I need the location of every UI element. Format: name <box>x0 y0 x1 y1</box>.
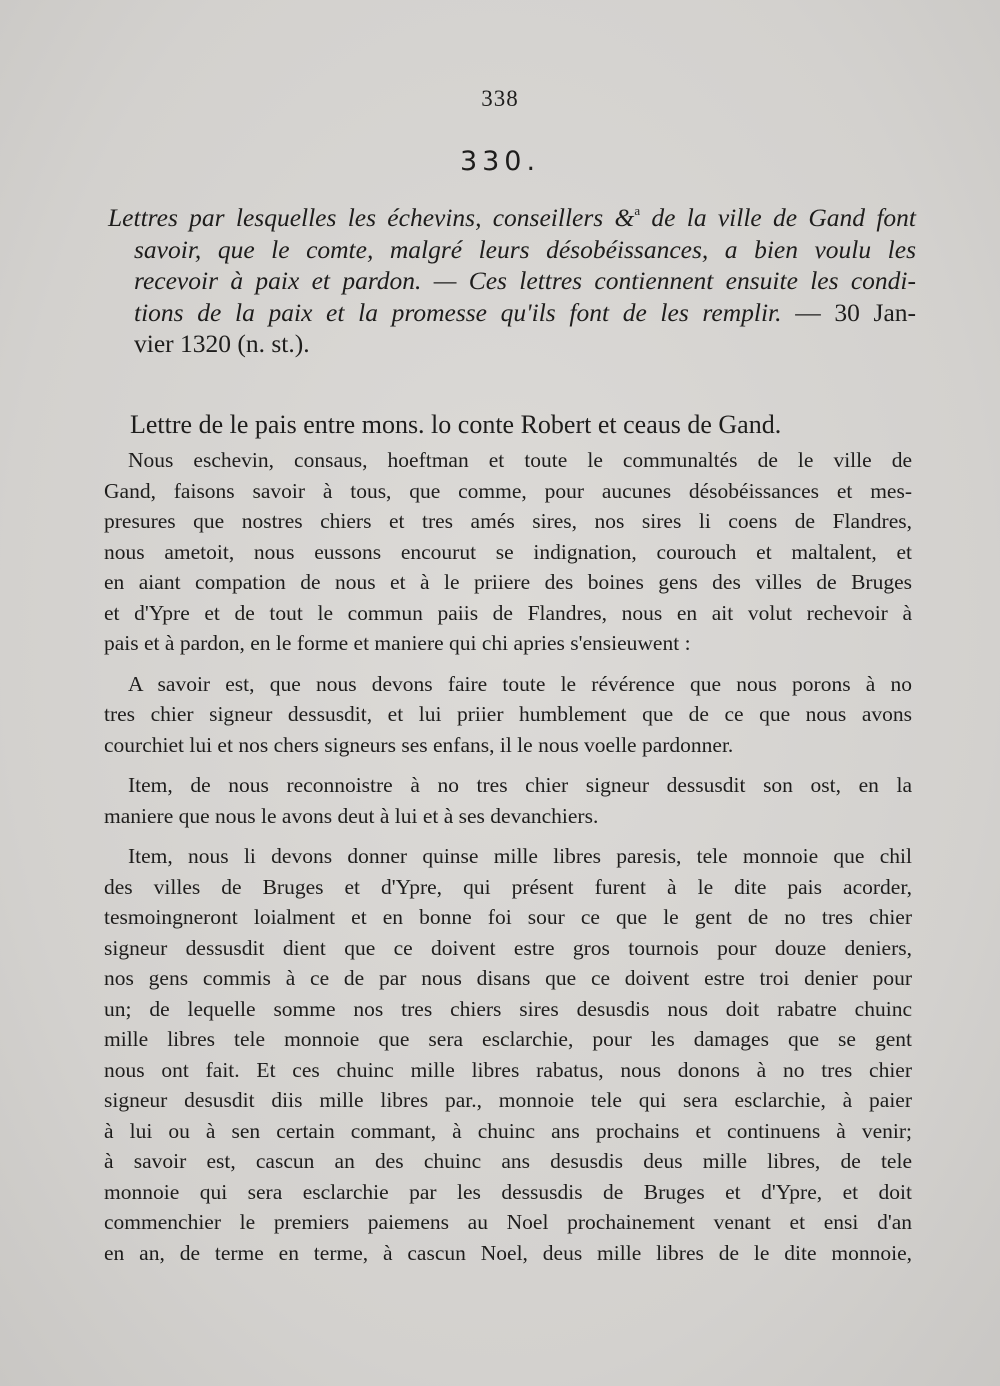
text-line: Item, de nous reconnoistre à no tres chier signeur dessusdit son ost, en la <box>128 773 912 797</box>
text-line: commenchier le premiers paiemens au Noel prochainement venant et ensi d'an <box>104 1210 912 1234</box>
document-number: 330. <box>459 146 541 177</box>
paragraph <box>104 841 912 1268</box>
text-line: tres chier signeur dessusdit, et lui priier humblement que de ce que nous avons <box>104 702 912 726</box>
letter-heading: Lettre de le pais entre mons. lo conte Robert et ceaus de Gand. <box>130 410 782 439</box>
text-line: presures que nostres chiers et tres amés sires, nos sires li coens de Flandres, <box>104 509 912 533</box>
text-line: signeur desusdit diis mille libres par., monnoie tele qui sera esclarchie, à paier <box>104 1088 912 1112</box>
text-line: à lui ou à sen certain commant, à chuinc ans prochains et continuens à venir; <box>104 1118 912 1143</box>
document-summary <box>108 195 916 360</box>
summary-text: Lettres par lesquelles les échevins, conseillers <box>108 203 615 232</box>
text-line: nos gens commis à ce de par nous disans que ce doivent estre troi denier pour <box>104 966 912 990</box>
summary-date: — 30 Jan- <box>781 297 917 327</box>
text-line: un; de lequelle somme nos tres chiers sires desusdis nous doit rabatre chuinc <box>104 996 912 1021</box>
summary-date: vier 1320 (n. st.). <box>134 329 310 358</box>
text-line: mille libres tele monnoie que sera esclarchie, pour les damages que se gent <box>104 1027 912 1051</box>
paragraph <box>104 445 912 659</box>
summary-line: savoir, que le comte, malgré leurs désobéissances, a bien voulu les <box>134 234 916 264</box>
text-line: des villes de Bruges et d'Ypre, qui présent furent à le dite pais acorder, <box>104 874 912 899</box>
text-line: courchiet lui et nos chers signeurs ses enfans, il le nous voelle pardonner. <box>104 732 734 757</box>
text-line: signeur dessusdit dient que ce doivent estre gros tournois pour douze deniers, <box>104 935 912 960</box>
superscript: a <box>634 203 641 218</box>
text-line: Item, nous li devons donner quinse mille libres paresis, tele monnoie que chil <box>128 844 912 868</box>
text-line: A savoir est, que nous devons faire toute le révérence que nous porons à no <box>128 671 912 696</box>
text-line: et d'Ypre et de tout le commun paiis de Flandres, nous en ait volut rechevoir à <box>104 600 912 625</box>
summary-line <box>108 328 916 360</box>
paragraph <box>104 770 912 831</box>
text-line: Nous eschevin, consaus, hoeftman et toute le communaltés de le ville de <box>128 448 912 472</box>
summary-line: recevoir à paix et pardon. — Ces lettres contiennent ensuite les condi- <box>134 266 916 295</box>
text-line: à savoir est, cascun an des chuinc ans desusdis deus mille libres, de tele <box>104 1149 912 1173</box>
text-line: en an, de terme en terme, à cascun Noel, deus mille libres de le dite monnoie, <box>104 1240 912 1265</box>
etc-symbol: & <box>614 203 635 232</box>
summary-line <box>108 297 916 329</box>
summary-text: tions de la paix et la promesse qu'ils font de les remplir. <box>134 297 782 327</box>
page-number: 338 <box>481 86 519 111</box>
summary-text: de la ville de Gand font <box>640 203 916 232</box>
text-line: Gand, faisons savoir à tous, que comme, pour aucunes désobéissances et mes- <box>104 478 912 503</box>
summary-line <box>108 195 916 234</box>
text-line: en aiant compation de nous et à le priiere des boines gens des villes de Bruges <box>104 570 912 594</box>
text-line: nous ametoit, nous eussons encourut se indignation, courouch et maltalent, et <box>104 539 912 564</box>
paragraph <box>104 669 912 761</box>
letter-body <box>104 445 912 1278</box>
text-line: maniere que nous le avons deut à lui et à ses devanchiers. <box>104 803 599 828</box>
text-line: pais et à pardon, en le forme et maniere qui chi apries s'ensieuwent : <box>104 631 691 655</box>
text-line: tesmoingneront loialment et en bonne foi sour ce que le gent de no tres chier <box>104 905 912 929</box>
text-line: nous ont fait. Et ces chuinc mille libres rabatus, nous donons à no tres chier <box>104 1057 912 1082</box>
text-line: monnoie qui sera esclarchie par les dessusdis de Bruges et d'Ypre, et doit <box>104 1179 912 1204</box>
